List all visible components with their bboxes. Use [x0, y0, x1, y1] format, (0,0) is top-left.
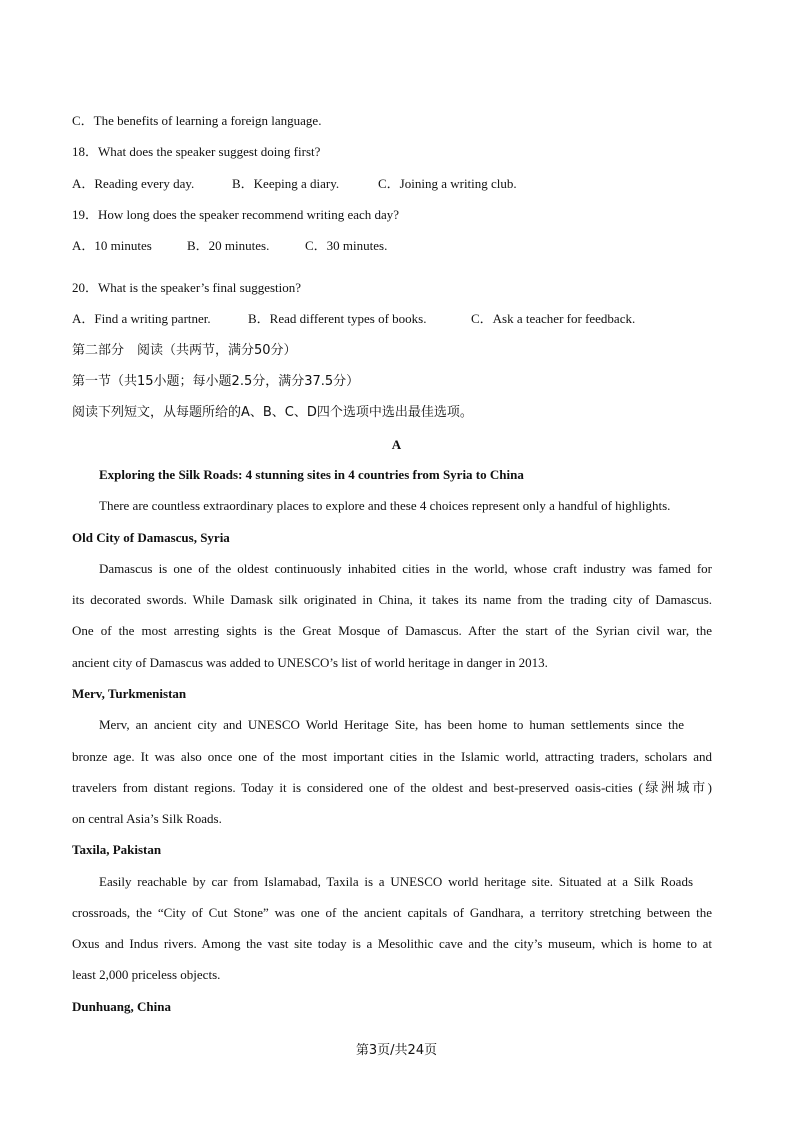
paragraph-line: its decorated swords. While Damask silk originated in China, it takes its name from the trading city of Damascus. [72, 592, 712, 607]
q20-options [72, 311, 635, 327]
paragraph-line: least 2,000 priceless objects. [72, 967, 221, 982]
q20-question: 20．What is the speaker’s final suggestion? [72, 280, 302, 295]
paragraph-line: One of the most arresting sights is the Great Mosque of Damascus. After the start of the Syrian civil war, the [72, 623, 712, 638]
q19-options [72, 238, 387, 254]
q20-option-b: B．Read different types of books. [248, 311, 427, 326]
paragraph-line: Oxus and Indus rivers. Among the vast site today is a Mesolithic cave and the city’s museum, which is home to at [72, 936, 712, 951]
q18-option-c: C．Joining a writing club. [378, 176, 517, 191]
part-heading: 第二部分 阅读（共两节，满分50分） [72, 343, 297, 358]
paragraph-line: Merv, an ancient city and UNESCO World Heritage Site, has been home to human settlements since the [99, 717, 684, 732]
paragraph-line: bronze age. It was also once one of the most important cities in the Islamic world, attracting traders, scholars and [72, 749, 712, 764]
q19-question: 19．How long does the speaker recommend writing each day? [72, 207, 400, 222]
sub-heading: 第一节（共15小题；每小题2.5分，满分37.5分） [72, 374, 360, 389]
paragraph-line: ancient city of Damascus was added to UNESCO’s list of world heritage in danger in 2013. [72, 655, 548, 670]
passage-title: Exploring the Silk Roads: 4 stunning sites in 4 countries from Syria to China [99, 467, 524, 482]
passage-intro: There are countless extraordinary places to explore and these 4 choices represent only a handful of highlights. [99, 498, 671, 513]
paragraph-line: Easily reachable by car from Islamabad, Taxila is a UNESCO world heritage site. Situated at a Silk Roads [99, 874, 693, 889]
site-heading-dunhuang: Dunhuang, China [72, 999, 171, 1014]
page-number: 第3页/共24页 [355, 1043, 438, 1058]
q20-option-c: C．Ask a teacher for feedback. [471, 311, 636, 326]
site-heading-taxila: Taxila, Pakistan [72, 842, 162, 857]
q19-option-b: B．20 minutes. [187, 238, 270, 253]
site-heading-damascus: Old City of Damascus, Syria [72, 530, 230, 545]
q18-option-a: A．Reading every day. [72, 176, 195, 191]
paragraph-line: crossroads, the “City of Cut Stone” was one of the ancient capitals of Gandhara, a territory stretching between the [72, 905, 712, 920]
q20-option-a: A．Find a writing partner. [72, 311, 211, 326]
q19-option-a: A．10 minutes [72, 238, 152, 253]
q18-option-b: B．Keeping a diary. [232, 176, 340, 191]
site-heading-merv: Merv, Turkmenistan [72, 686, 187, 701]
paragraph-line: travelers from distant regions. Today it is considered one of the oldest and best-preserved oasis-cities (绿洲城市) [72, 780, 712, 795]
q18-question: 18．What does the speaker suggest doing first? [72, 144, 321, 159]
instruction: 阅读下列短文，从每题所给的A、B、C、D四个选项中选出最佳选项。 [72, 405, 473, 420]
q19-option-c: C．30 minutes. [305, 238, 388, 253]
q17-option-c: C．The benefits of learning a foreign language. [72, 113, 322, 128]
q18-options [72, 176, 517, 192]
paragraph-line: Damascus is one of the oldest continuously inhabited cities in the world, whose craft industry was famed for [99, 561, 712, 576]
paragraph-line: on central Asia’s Silk Roads. [72, 811, 222, 826]
passage-letter: A [391, 437, 402, 452]
